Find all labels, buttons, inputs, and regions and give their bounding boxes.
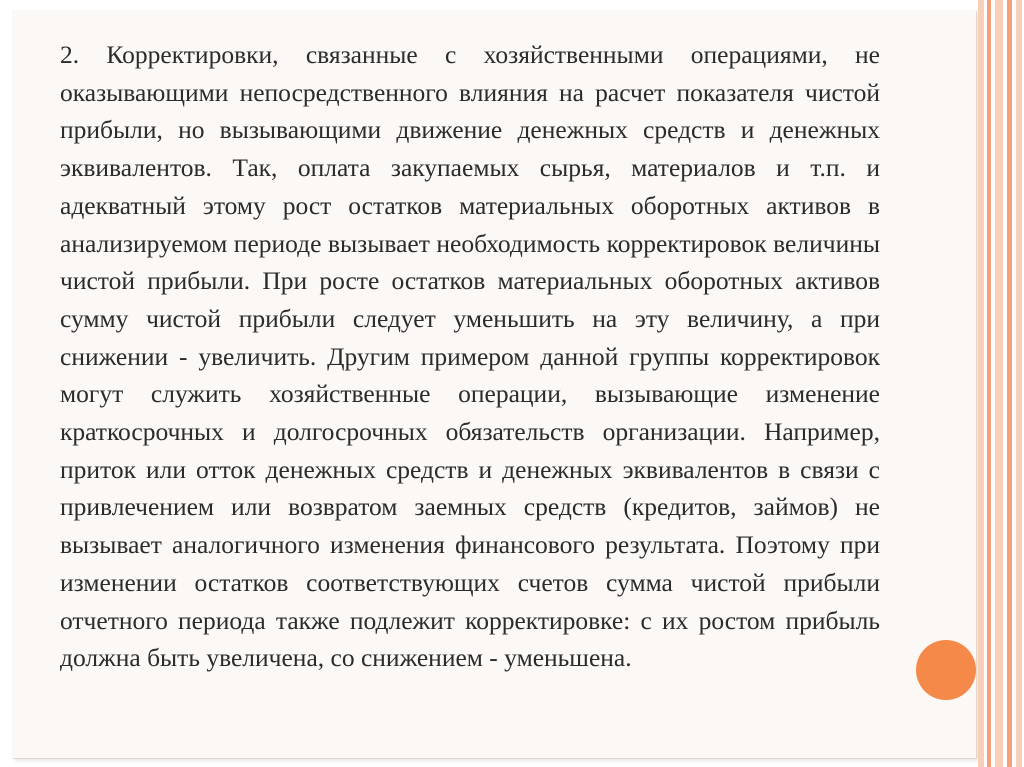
slide-body-text: 2. Корректировки, связанные с хозяйственными операциями, не оказывающими непосредственного влияния на расчет показателя чистой прибыли, но вызывающими движение денежных средств и денежных эквивалентов. Так, оплата закупаемых сырья, материалов и т.п. и адекватный этому рост остатков материальных оборотных активов в анализируемом периоде вызывает необходимость корректировок величины чистой прибыли. При росте остатков материальных оборотных активов сумму чистой прибыли следует уменьшить на эту величину, а при снижении - увеличить. Другим примером данной группы корректировок могут служить хозяйственные операции, вызывающие изменение краткосрочных и долгосрочных обязательств организации. Например, приток или отток денежных средств и денежных эквивалентов в связи с привлечением или возвратом заемных средств (кредитов, займов) не вызывает аналогичного изменения финансового результата. Поэтому при изменении остатков соответствующих счетов сумма чистой прибыли отчетного периода также подлежит корректировке: с их ростом прибыль должна быть увеличена, со снижением - уменьшена. xyxy=(60,40,880,673)
stripe xyxy=(987,0,991,767)
stripe xyxy=(995,0,1003,767)
stripe xyxy=(978,0,984,767)
stripe xyxy=(1016,0,1022,767)
decorative-circle xyxy=(916,640,976,700)
decorative-stripes xyxy=(976,0,1024,767)
stripe xyxy=(1007,0,1012,767)
